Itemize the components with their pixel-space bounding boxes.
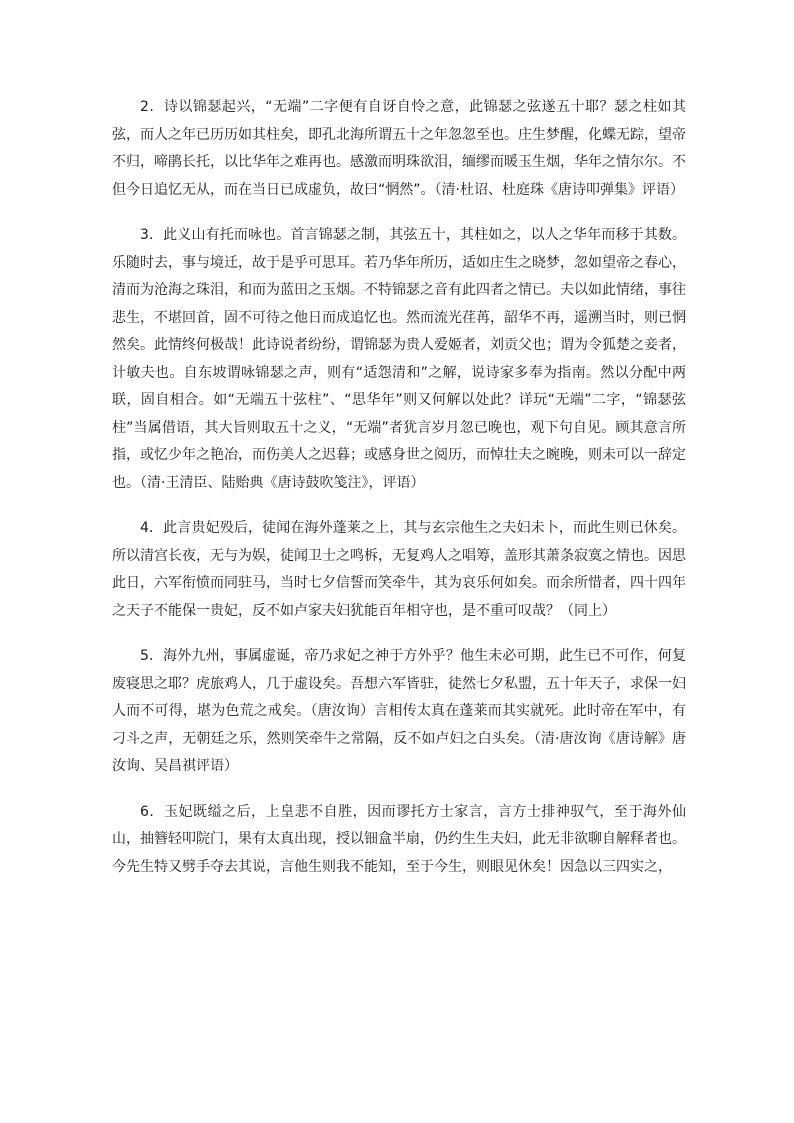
paragraph-3: 3．此义山有托而咏也。首言锦瑟之制，其弦五十，其柱如之，以人之华年而移于其数。乐随时去，事与境迁，故于是乎可思耳。若乃华年所历，适如庄生之晓梦，忽如望帝之春心，清而为沧海之珠泪，和而为蓝田之玉烟。不特锦瑟之音有此四者之情已。夫以如此情绪，事往悲生，不堪回首，固不可待之他日而成追忆也。然而流光荏苒，韶华不再，遥溯当时，则已惘然矣。此情终何极哉！此诗说者纷纷，谓锦瑟为贵人爱姬者，刘贡父也；谓为令狐楚之妾者，计敏夫也。自东坡谓咏锦瑟之声，则有“适怨清和”之解，说诗家多奉为指南。然以分配中两联，固自相合。如“无端五十弦柱”、“思华年”则又何解以处此？详玩“无端”二字，“锦瑟弦柱”当属借语，其大旨则取五十之义，“无端”者犹言岁月忽已晚也，观下句自见。顾其意言所指，或忆少年之艳冶，而伤美人之迟暮；或感身世之阅历，而悼壮夫之晼晚，则未可以一辞定也。（清·王清臣、陆贻典《唐诗鼓吹笺注》，评语） xyxy=(112,227,686,491)
document-body xyxy=(112,94,686,899)
paragraph-2: 2．诗以锦瑟起兴，“无端”二字便有自讶自怜之意，此锦瑟之弦遂五十耶？瑟之柱如其弦，而人之年已历历如其柱矣，即孔北海所谓五十之年忽忽至也。庄生梦醒，化蝶无踪，望帝不归，啼鹃长托，以比华年之难再也。感激而明珠欲泪，缅缪而暖玉生烟，华年之情尔尔。不但今日追忆无从，而在当日已成虚负，故曰“惘然”。（清·杜诏、杜庭珠《唐诗叩弹集》评语） xyxy=(112,99,686,198)
paragraph-5: 5．海外九州，事属虚诞，帝乃求妃之神于方外乎？他生未必可期，此生已不可作，何复废寝思之耶？虎旅鸡人，几于虚设矣。吾想六军皆驻，徒然七夕私盟，五十年天子，求保一妇人而不可得，堪为色荒之戒矣。（唐汝询）言相传太真在蓬莱而其实就死。此时帝在军中，有刁斗之声，无朝廷之乐，然则笑牵牛之常隔，反不如卢妇之白头矣。（清·唐汝询《唐诗解》唐汝询、吴昌祺评语） xyxy=(112,648,686,774)
paragraph-4: 4．此言贵妃殁后，徒闻在海外蓬莱之上，其与玄宗他生之夫妇未卜，而此生则已休矣。所以清宫长夜，无与为娱，徒闻卫士之鸣柝，无复鸡人之唱筹，盖形其萧条寂寞之情也。因思此日，六军衔愤而同驻马，当时七夕信誓而笑牵牛，其为哀乐何如矣。而余所惜者，四十四年之天子不能保一贵妃，反不如卢家夫妇犹能百年相守也，是不重可叹哉？（同上） xyxy=(112,520,686,619)
paragraph-6: 6．玉妃既缢之后，上皇悲不自胜，因而谬托方士家言，言方士排神驭气，至于海外仙山，抽簪轻叩院门，果有太真出现，授以钿盒半扇，仍约生生夫妇，此无非欲聊自解释者也。今先生特又劈手夺去其说，言他生则我不能知，至于今生，则眼见休矣！因急以三四实之， xyxy=(112,803,686,875)
